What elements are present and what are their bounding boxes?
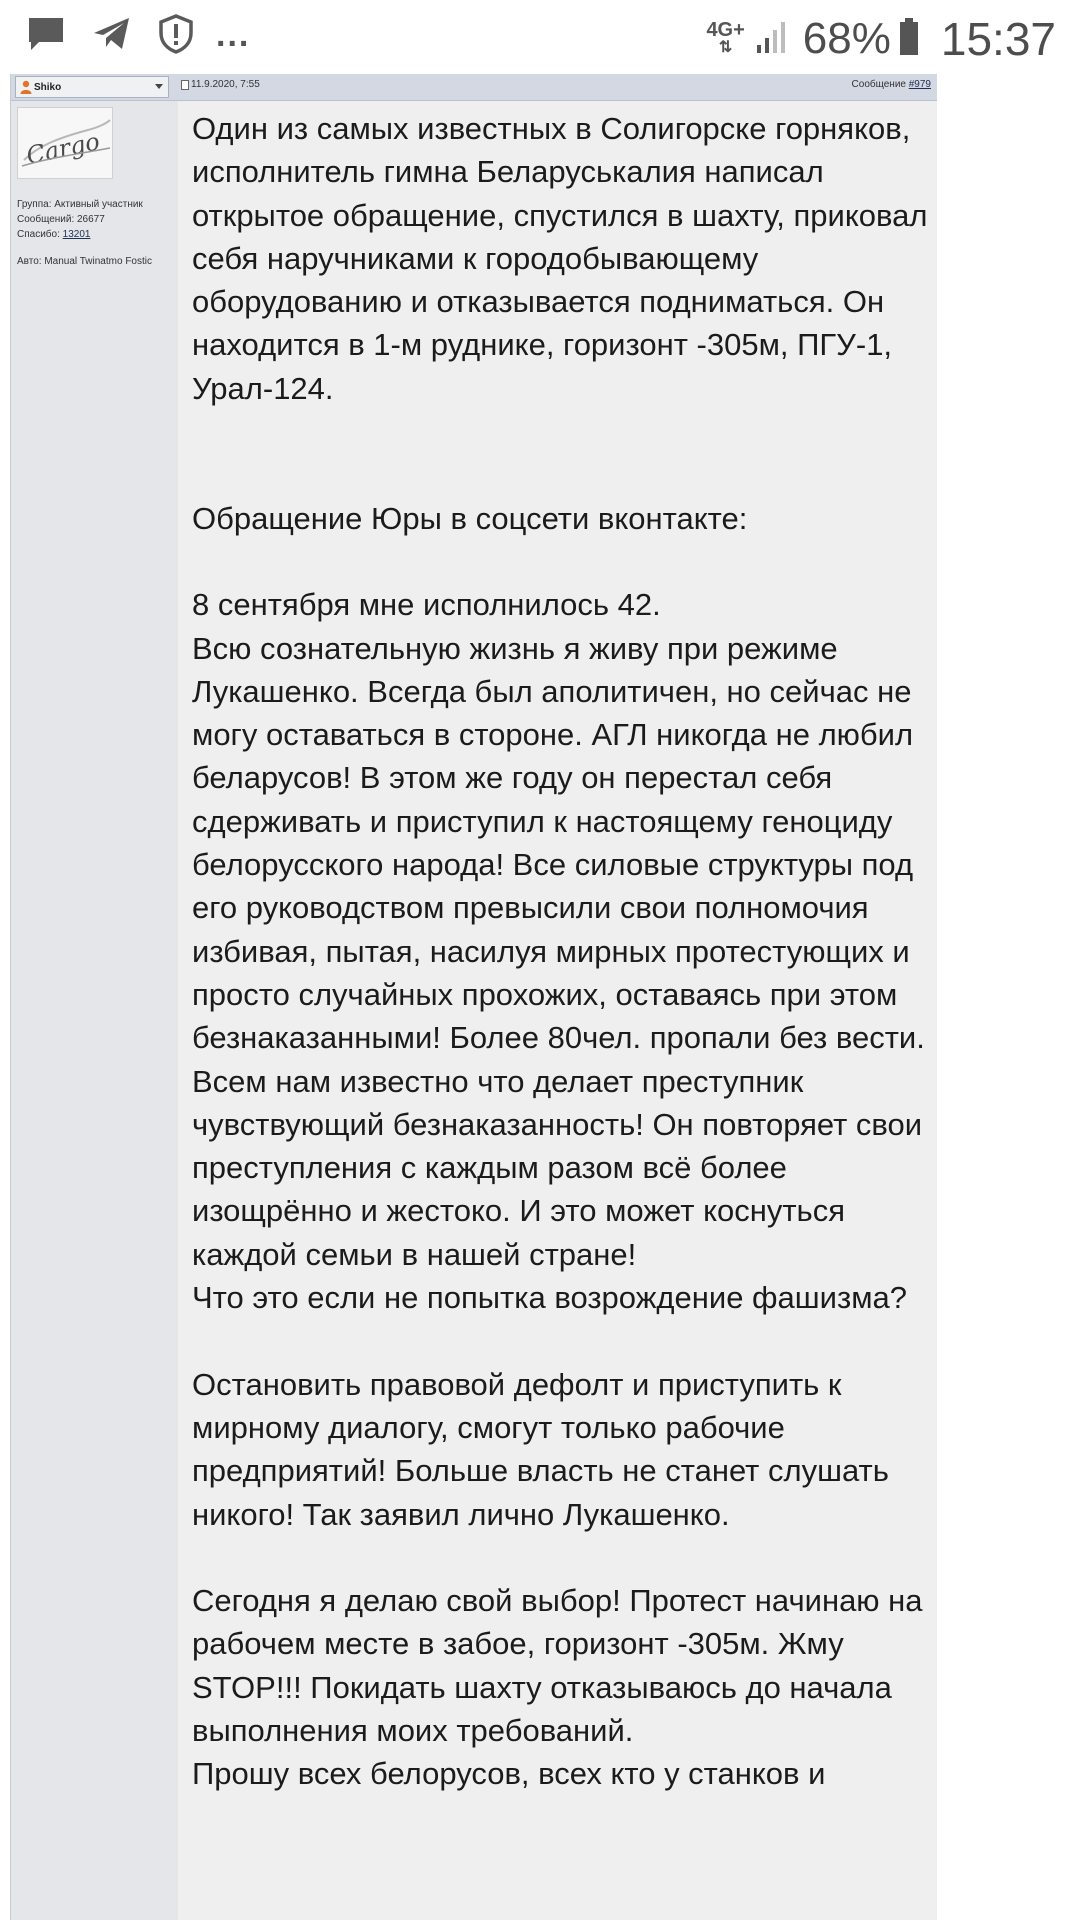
signal-icon <box>755 19 789 60</box>
telegram-icon <box>92 14 132 59</box>
user-thanks <box>17 227 152 242</box>
chevron-down-icon <box>155 84 163 89</box>
page-margin <box>937 74 1080 1920</box>
clock: 15:37 <box>940 13 1056 65</box>
post-number-link[interactable]: #979 <box>908 79 931 90</box>
network-indicator <box>706 21 744 57</box>
username-menu-button[interactable] <box>15 76 169 98</box>
post-header <box>11 74 937 101</box>
message-label: Сообщение <box>851 79 906 90</box>
svg-text:Cargo: Cargo <box>23 127 103 171</box>
overflow-dots: ... <box>216 16 251 54</box>
thanks-label: Спасибо: <box>17 229 60 240</box>
user-info-column <box>11 101 177 1920</box>
post-number <box>852 79 931 90</box>
network-type: 4G+ <box>706 19 745 41</box>
user-group: Группа: Активный участник <box>17 199 143 210</box>
user-icon <box>20 80 32 94</box>
battery-icon <box>899 18 919 61</box>
post-date-text: 11.9.2020, 7:55 <box>191 79 260 90</box>
status-bar <box>0 0 1080 74</box>
user-messages: Сообщений: 26677 <box>17 214 105 225</box>
thanks-count-link[interactable]: 13201 <box>62 229 91 240</box>
username: Shiko <box>34 81 62 93</box>
message-icon <box>26 14 66 59</box>
post-date <box>181 79 260 90</box>
shield-alert-icon <box>158 14 194 59</box>
avatar-logo-image <box>18 108 113 179</box>
battery-percent: 68% <box>802 14 891 63</box>
post-content <box>178 101 937 1920</box>
post-body: Один из самых известных в Солигорске горняков, исполнитель гимна Беларуськалия написал открытое обращение, спустился в шахту, приковал себя наручниками к городобывающему оборудованию и отказывается подниматься. Он находится в 1-м руднике, горизонт -305м, ПГУ-1, Урал-124. Обращение Юры в соцсети вконтакте: 8 сентября мне исполнилось 42. Всю сознательную жизнь я живу при режиме Лукашенко. Всегда был аполитичен, но сейчас не могу оставаться в стороне. АГЛ никогда не любил беларусов! В этом же году он перестал себя сдерживать и приступил к настоящему геноциду белорусского народа! Все силовые структуры под его руководством превысили свои полномочия избивая, пытая, насилуя мирных протестующих и просто случайных прохожих, оставаясь при этом безнаказанными! Более 80чел. пропали без вести. Всем нам известно что делает преступник чувствующий безнаказанность! Он повторяет свои преступления с каждым разом всё более изощрённо и жестоко. И это может коснуться каждой семьи в нашей стране! Что это если не попытка возрождение фашизма? Остановить правовой дефолт и приступить к мирному диалогу, смогут только рабочие предприятий! Больше власть не станет слушать никого! Так заявил лично Лукашенко. Сегодня я делаю свой выбор! Протест начинаю на рабочем месте в забое, горизонт -305м. Жму STOP!!! Покидать шахту отказываюсь до начала выполнения моих требований. Прошу всех белорусов, всех кто у станков и <box>192 111 928 1792</box>
document-icon <box>181 80 189 90</box>
user-info <box>17 197 152 269</box>
avatar[interactable] <box>17 107 113 179</box>
data-arrows-icon: ⇅ <box>718 39 733 56</box>
notification-icons <box>26 14 250 59</box>
user-car: Авто: Manual Twinatmo Fostic <box>17 256 152 267</box>
forum-post <box>10 74 938 1920</box>
